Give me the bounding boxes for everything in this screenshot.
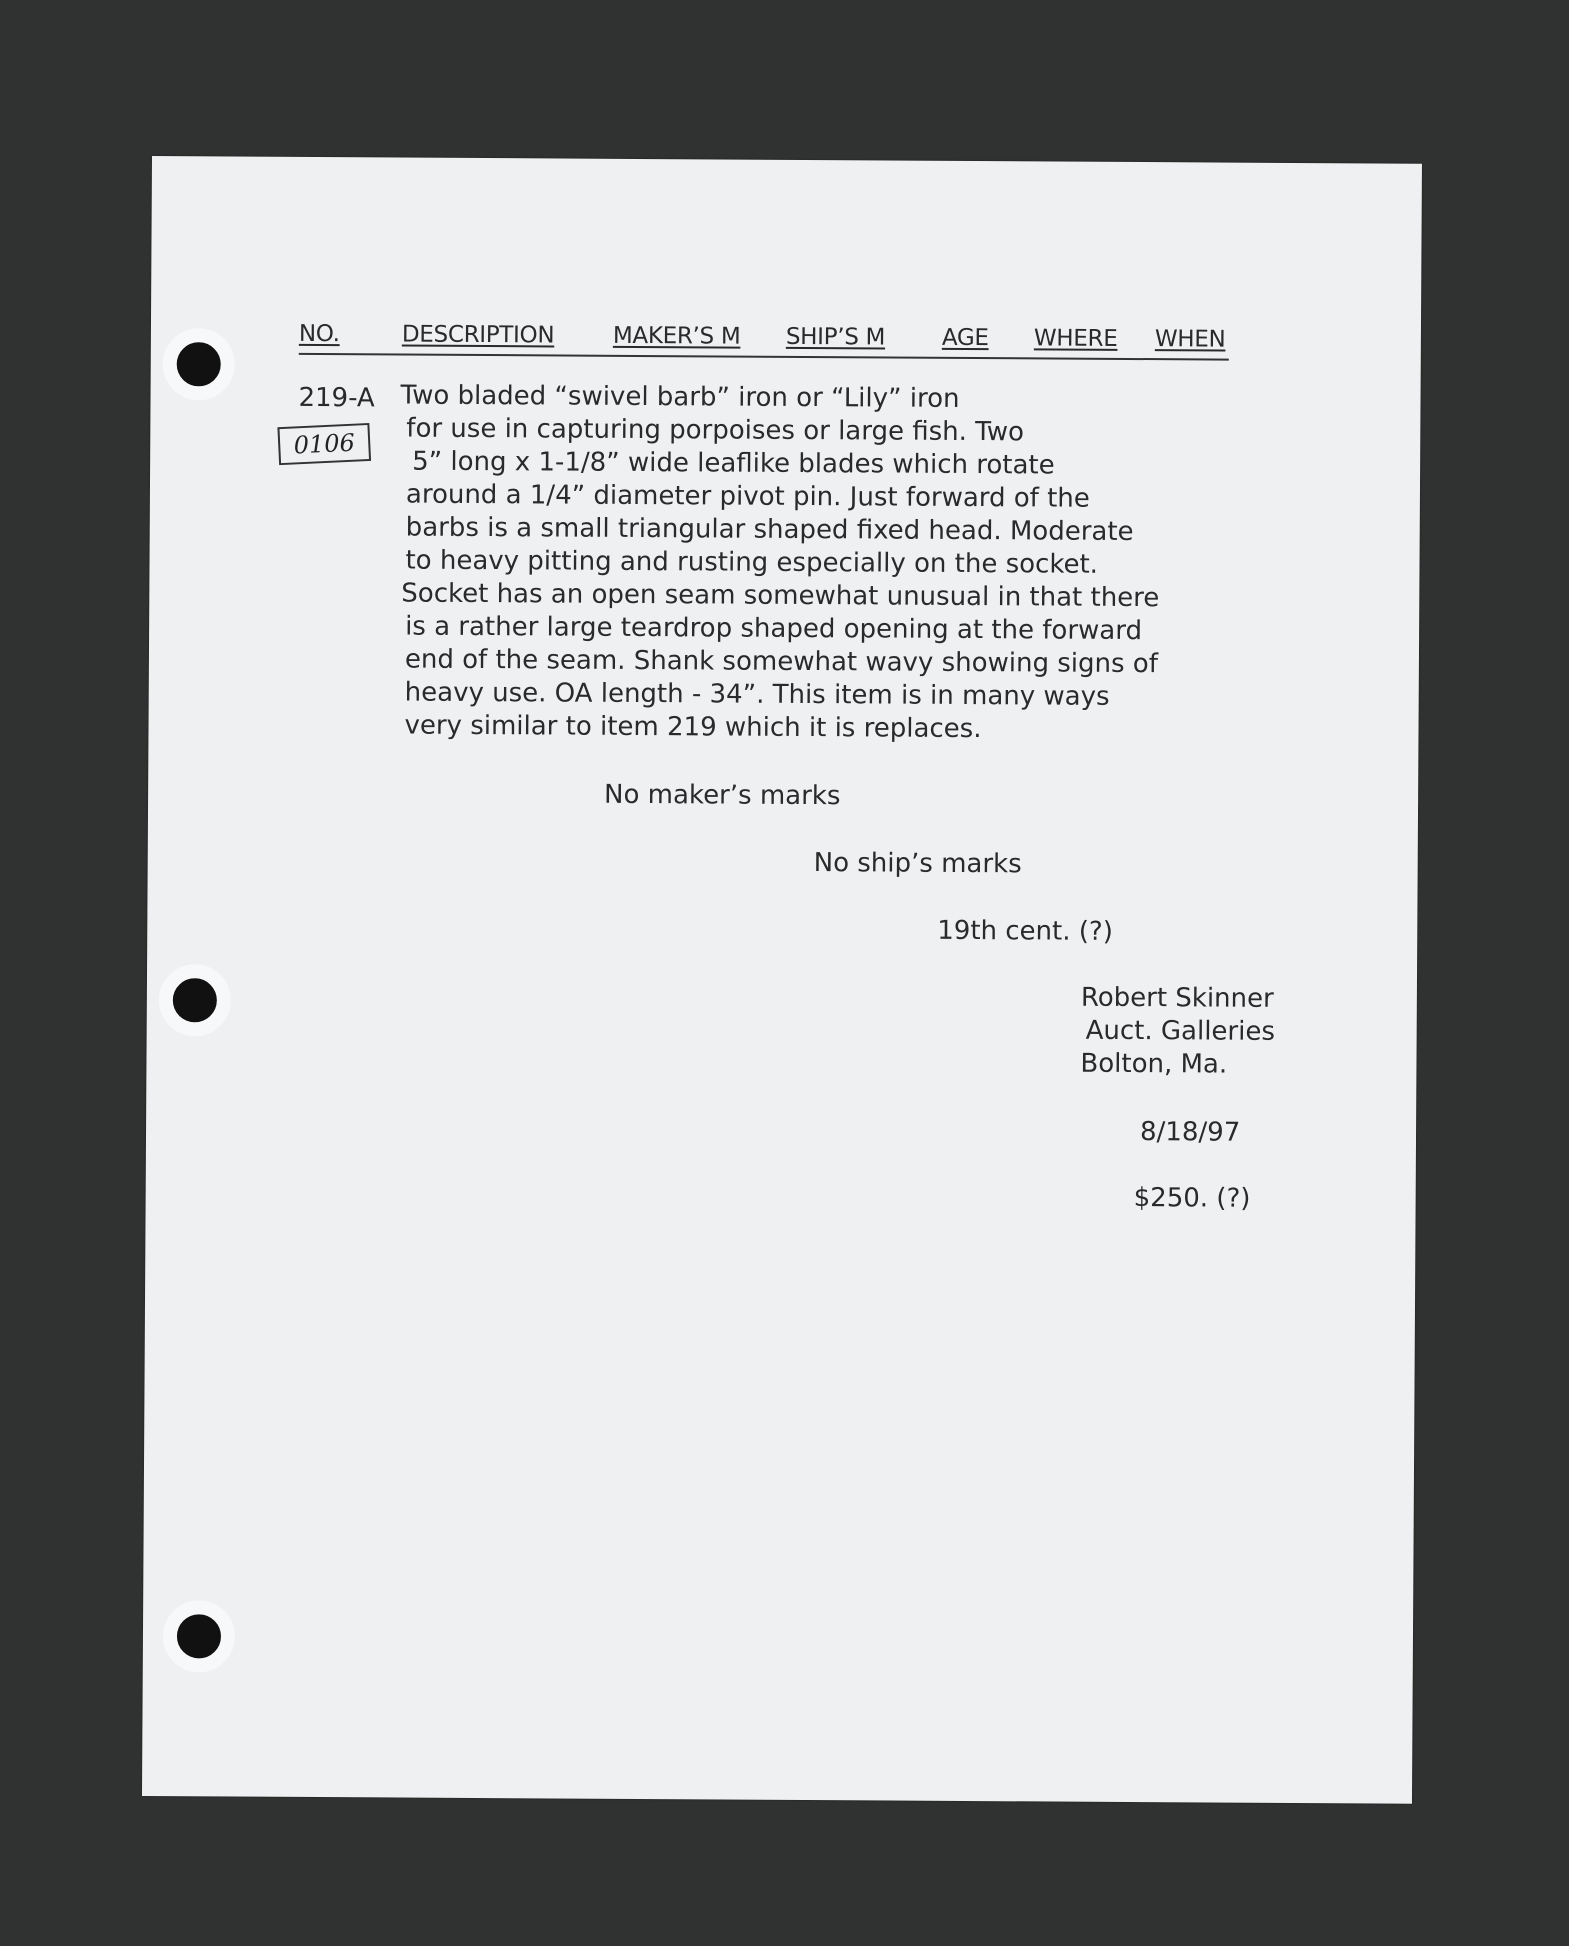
description-line: Two bladed “swivel barb” iron or “Lily” iron — [400, 380, 960, 414]
document-page — [142, 156, 1422, 1804]
header-ships-mark: SHIP’S M — [785, 323, 886, 351]
where-line: Auct. Galleries — [1085, 1015, 1276, 1047]
description-line: is a rather large teardrop shaped opening at the forward — [405, 611, 1143, 647]
description-line: 5” long x 1-1/8” wide leaflike blades which rotate — [412, 446, 1055, 481]
punch-hole-top — [163, 328, 235, 400]
header-description: DESCRIPTION — [401, 321, 555, 349]
description-line: for use in capturing porpoises or large fish. Two — [406, 413, 1025, 448]
punch-hole-bottom — [163, 1600, 235, 1672]
header-makers-mark: MAKER’S M — [612, 322, 741, 350]
where-value — [1080, 982, 1275, 1082]
header-no: NO. — [298, 320, 340, 348]
column-header-row — [299, 317, 1229, 361]
description-line: barbs is a small triangular shaped fixed head. Moderate — [405, 512, 1134, 548]
description-line: to heavy pitting and rusting especially on the socket. — [405, 545, 1099, 580]
description-line: heavy use. OA length - 34”. This item is in many ways — [404, 677, 1110, 712]
age-value: 19th cent. (?) — [937, 915, 1113, 947]
header-age: AGE — [941, 324, 989, 352]
where-line: Bolton, Ma. — [1080, 1048, 1228, 1080]
description-line: Socket has an open seam somewhat unusual in that there — [401, 578, 1160, 614]
header-where: WHERE — [1033, 325, 1118, 352]
item-description — [400, 380, 1166, 748]
description-line: very similar to item 219 which it is replaces. — [404, 710, 982, 745]
catalog-number-stamp: 0106 — [277, 423, 371, 465]
description-line: around a 1/4” diameter pivot pin. Just forward of the — [405, 479, 1090, 514]
item-number: 219-A — [298, 382, 375, 414]
header-when: WHEN — [1154, 326, 1226, 353]
punch-hole-middle — [159, 964, 231, 1036]
price-value: $250. (?) — [1133, 1183, 1251, 1214]
description-line: end of the seam. Shank somewhat wavy showing signs of — [404, 644, 1158, 680]
when-value: 8/18/97 — [1139, 1117, 1241, 1148]
makers-mark-value: No maker’s marks — [604, 779, 841, 812]
where-line: Robert Skinner — [1080, 982, 1274, 1014]
ships-mark-value: No ship’s marks — [813, 848, 1022, 880]
